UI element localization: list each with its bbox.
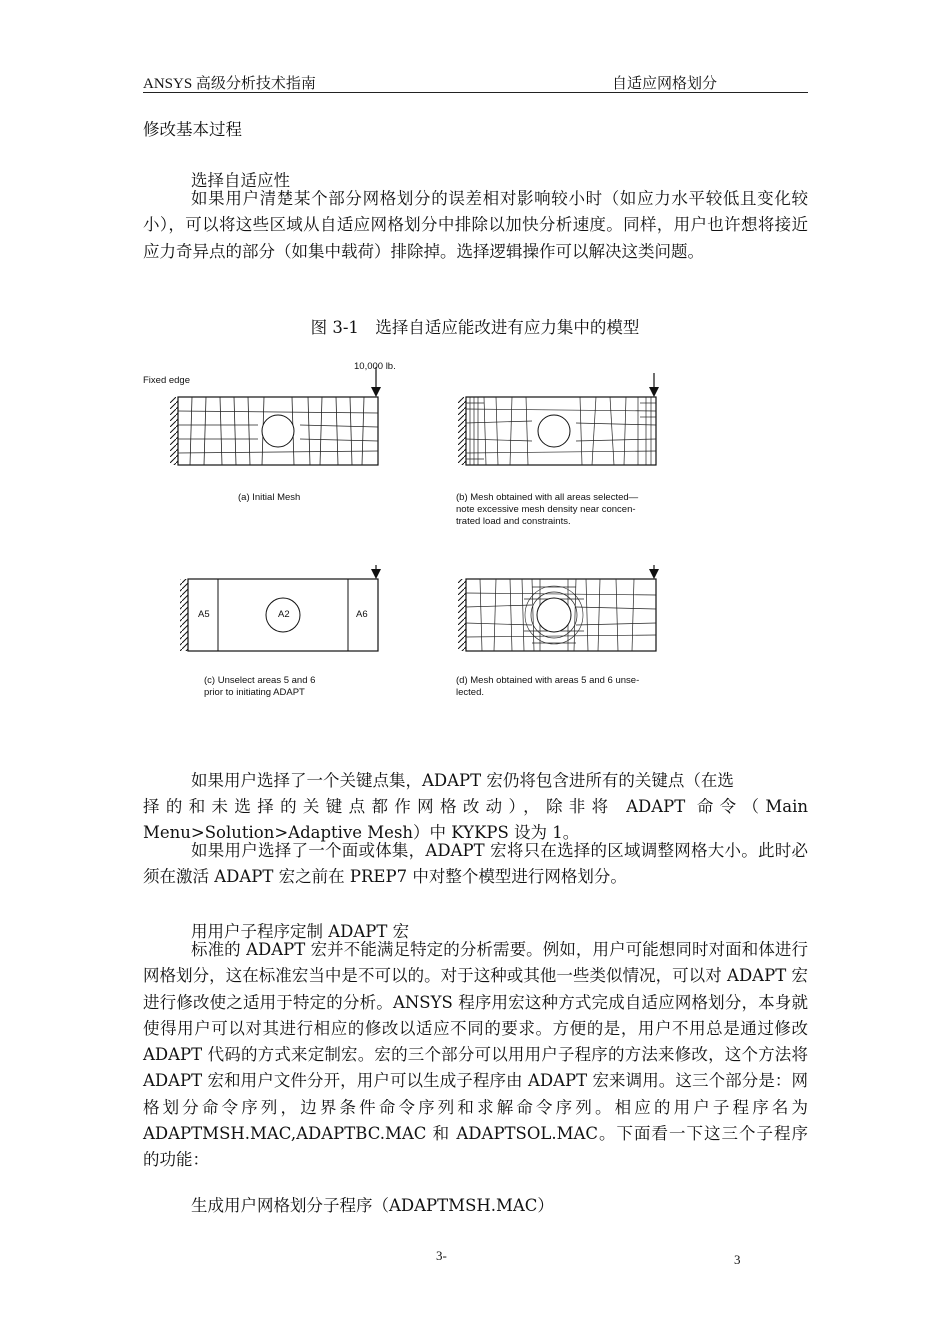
caption-b-line3: trated load and constraints. — [456, 516, 571, 527]
panel-c-areas — [180, 565, 381, 651]
figure-caption: 图 3-1 选择自适应能改进有应力集中的模型 — [310, 318, 640, 337]
paragraph-keypoints-line1: 如果用户选择了一个关键点集，ADAPT 宏仍将包含进所有的关键点（在选 — [191, 771, 734, 790]
panel-b-all-selected — [458, 373, 659, 465]
caption-c-line2: prior to initiating ADAPT — [204, 687, 305, 698]
paragraph-select-logic: 如果用户清楚某个部分网格划分的误差相对影响较小时（如应力水平较低且变化较小），可以将这些区域从自适应网格划分中排除以加快分析速度。同样，用户也许想将接近应力奇异点的部分（如集中载荷）排除掉。选择逻辑操作可以解决这类问题。 — [143, 189, 808, 261]
paragraph-custom-adapt: 标准的 ADAPT 宏并不能满足特定的分析需要。例如，用户可能想同时对面和体进行网格划分，这在标准宏当中是不可以的。对于这种或其他一些类似情况，可以对 ADAPT 宏进行修改使之适用于特定的分析。ANSYS 程序用宏这种方式完成自适应网格划分，本身就使得用户可以对其进行相应的修改以适应不同的要求。方便的是，用户不用总是通过修改 ADAPT 代码的方式来定制宏。宏的三个部分可以用用户子程序的方法来修改，这个方法将 ADAPT 宏和用户文件分开，用户可以生成子程序由 ADAPT 宏来调用。这三个部分是：网格划分命令序列，边界条件命令序列和求解命令序列。相应的用户子程序名为 ADAPTMSH.MAC,ADAPTBC.MAC 和 ADAPTSOL.MAC。下面看一下这三个子程序的功能： — [143, 940, 808, 1170]
area-a2-label: A2 — [278, 609, 290, 620]
caption-d-line1: (d) Mesh obtained with areas 5 and 6 unse- — [456, 675, 640, 686]
load-label: 10,000 lb. — [354, 361, 396, 372]
caption-b-line2: note excessive mesh density near concen- — [456, 504, 636, 515]
header-rule — [143, 92, 808, 93]
caption-d-line2: lected. — [456, 687, 484, 698]
panel-d-unselected — [458, 565, 659, 651]
subsection-title-user-routines: 用用户子程序定制 ADAPT 宏 — [191, 922, 410, 941]
paragraph-area-volume: 如果用户选择了一个面或体集，ADAPT 宏将只在选择的区域调整网格大小。此时必须在激活 ADAPT 宏之前在 PREP7 中对整个模型进行网格划分。 — [143, 841, 808, 887]
paragraph-keypoints-line2: 择的和未选择的关键点都作网格改动），除非将 ADAPT 命令（Main — [143, 797, 808, 816]
area-a5-label: A5 — [198, 609, 210, 620]
fixed-support-d — [458, 579, 466, 651]
figure-drawing — [140, 355, 680, 705]
fixed-edge-label: Fixed edge — [143, 375, 191, 386]
caption-c-line1: (c) Unselect areas 5 and 6 — [204, 675, 316, 686]
header-chapter: 自适应网格划分 — [612, 76, 718, 92]
footer-page-number: 3 — [734, 1252, 741, 1267]
section-title: 修改基本过程 — [143, 120, 242, 139]
header-title: ANSYS 高级分析技术指南 — [143, 76, 316, 92]
fixed-support-b — [458, 397, 466, 465]
panel-a-initial-mesh — [170, 367, 381, 465]
figure-mesh-models — [140, 355, 680, 705]
fixed-support-c — [180, 579, 188, 651]
paragraph-keypoints-line3: Menu>Solution>Adaptive Mesh）中 KYKPS 设为 1。 — [143, 823, 580, 842]
area-a6-label: A6 — [356, 609, 368, 620]
subsection-title-select: 选择自适应性 — [191, 171, 290, 190]
caption-a: (a) Initial Mesh — [238, 492, 301, 503]
footer-page-center: 3- — [436, 1248, 447, 1263]
subsection-title-adaptmsh: 生成用户网格划分子程序（ADAPTMSH.MAC） — [191, 1196, 554, 1215]
fixed-support-a — [170, 397, 178, 465]
caption-b-line1: (b) Mesh obtained with all areas selected— — [456, 492, 639, 503]
